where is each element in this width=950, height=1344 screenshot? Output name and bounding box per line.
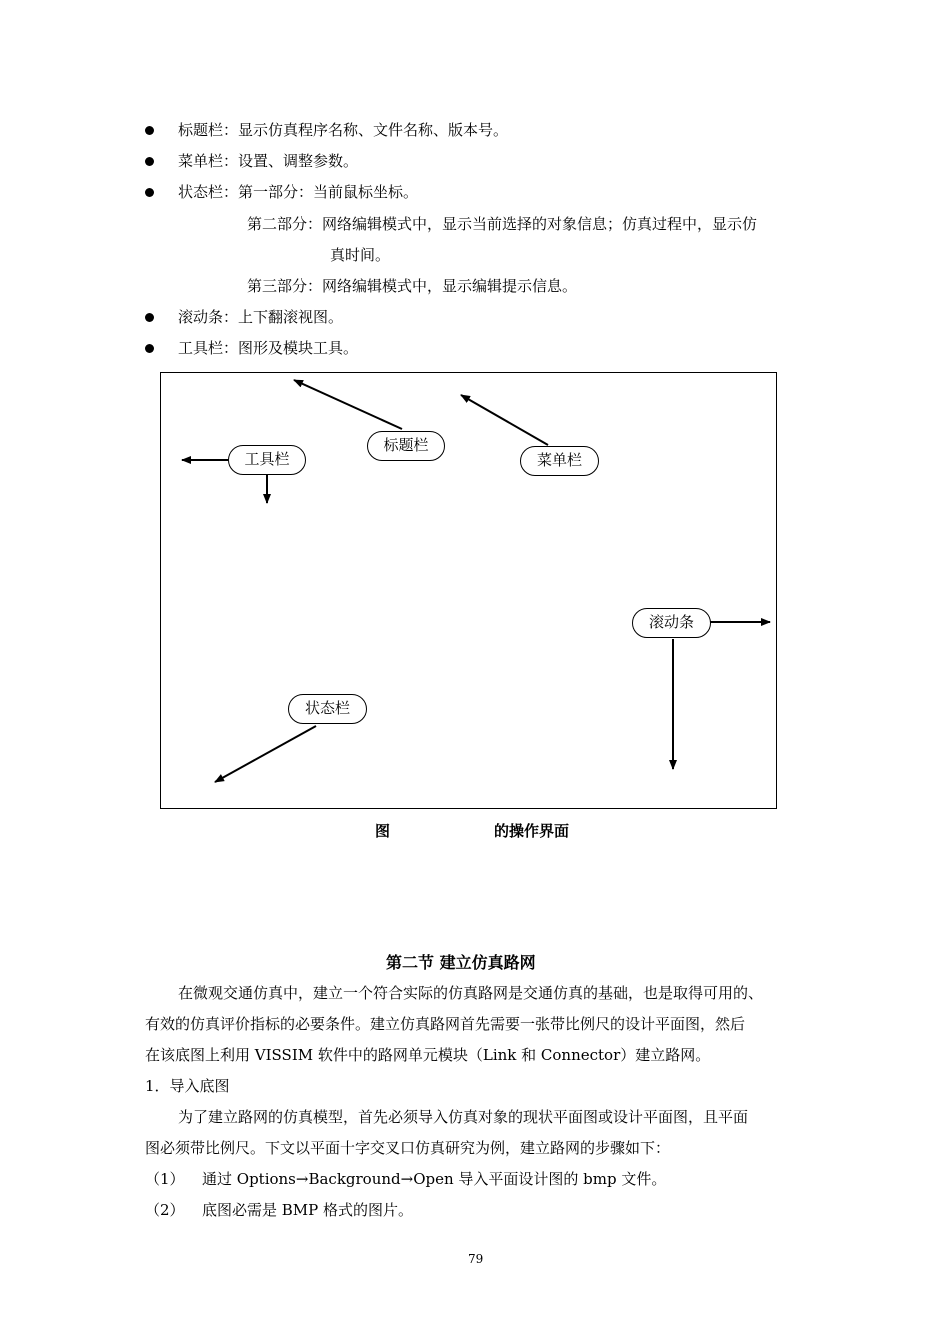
para1-line2: 有效的仿真评价指标的必要条件。建立仿真路网首先需要一张带比例尺的设计平面图，然后 xyxy=(145,1015,746,1033)
callout-menubar: 菜单栏 xyxy=(520,446,599,476)
bullet-toolbar: 工具栏：图形及模块工具。 xyxy=(178,339,359,357)
subheading-import-base-map: 1．导入底图 xyxy=(145,1077,230,1095)
figure-frame xyxy=(160,372,777,809)
figure-caption-text: 的操作界面 xyxy=(494,822,570,840)
step-2-text: 底图必需是 BMP 格式的图片。 xyxy=(202,1201,414,1219)
callout-toolbar: 工具栏 xyxy=(228,445,306,475)
bullet-titlebar: 标题栏：显示仿真程序名称、文件名称、版本号。 xyxy=(178,121,509,139)
page-number: 79 xyxy=(468,1252,484,1266)
status-part2-line2: 真时间。 xyxy=(330,246,391,264)
figure-caption-label: 图 xyxy=(375,822,391,840)
para2-line2: 图必须带比例尺。下文以平面十字交叉口仿真研究为例，建立路网的步骤如下： xyxy=(145,1139,671,1157)
para1-line3: 在该底图上利用 VISSIM 软件中的路网单元模块（Link 和 Connector）建立路网。 xyxy=(145,1046,711,1064)
status-part3: 第三部分：网络编辑模式中，显示编辑提示信息。 xyxy=(247,277,578,295)
callout-statusbar: 状态栏 xyxy=(288,694,367,724)
step-1-text: 通过 Options→Background→Open 导入平面设计图的 bmp 文件。 xyxy=(202,1170,667,1188)
section-title: 第二节 建立仿真路网 xyxy=(386,953,536,972)
bullet-scrollbar: 滚动条：上下翻滚视图。 xyxy=(178,308,344,326)
callout-titlebar: 标题栏 xyxy=(367,431,445,461)
step-2-number: （2） xyxy=(145,1201,185,1219)
bullet-dot xyxy=(145,157,154,166)
bullet-statusbar: 状态栏：第一部分：当前鼠标坐标。 xyxy=(178,183,419,201)
para2-line1: 为了建立路网的仿真模型，首先必须导入仿真对象的现状平面图或设计平面图，且平面 xyxy=(178,1108,749,1126)
status-part2-line1: 第二部分：网络编辑模式中，显示当前选择的对象信息；仿真过程中，显示仿 xyxy=(247,215,758,233)
bullet-dot xyxy=(145,313,154,322)
callout-scrollbar: 滚动条 xyxy=(632,608,711,638)
bullet-menubar: 菜单栏：设置、调整参数。 xyxy=(178,152,359,170)
bullet-dot xyxy=(145,188,154,197)
bullet-dot xyxy=(145,344,154,353)
bullet-dot xyxy=(145,126,154,135)
step-1-number: （1） xyxy=(145,1170,185,1188)
para1-line1: 在微观交通仿真中，建立一个符合实际的仿真路网是交通仿真的基础，也是取得可用的、 xyxy=(178,984,764,1002)
